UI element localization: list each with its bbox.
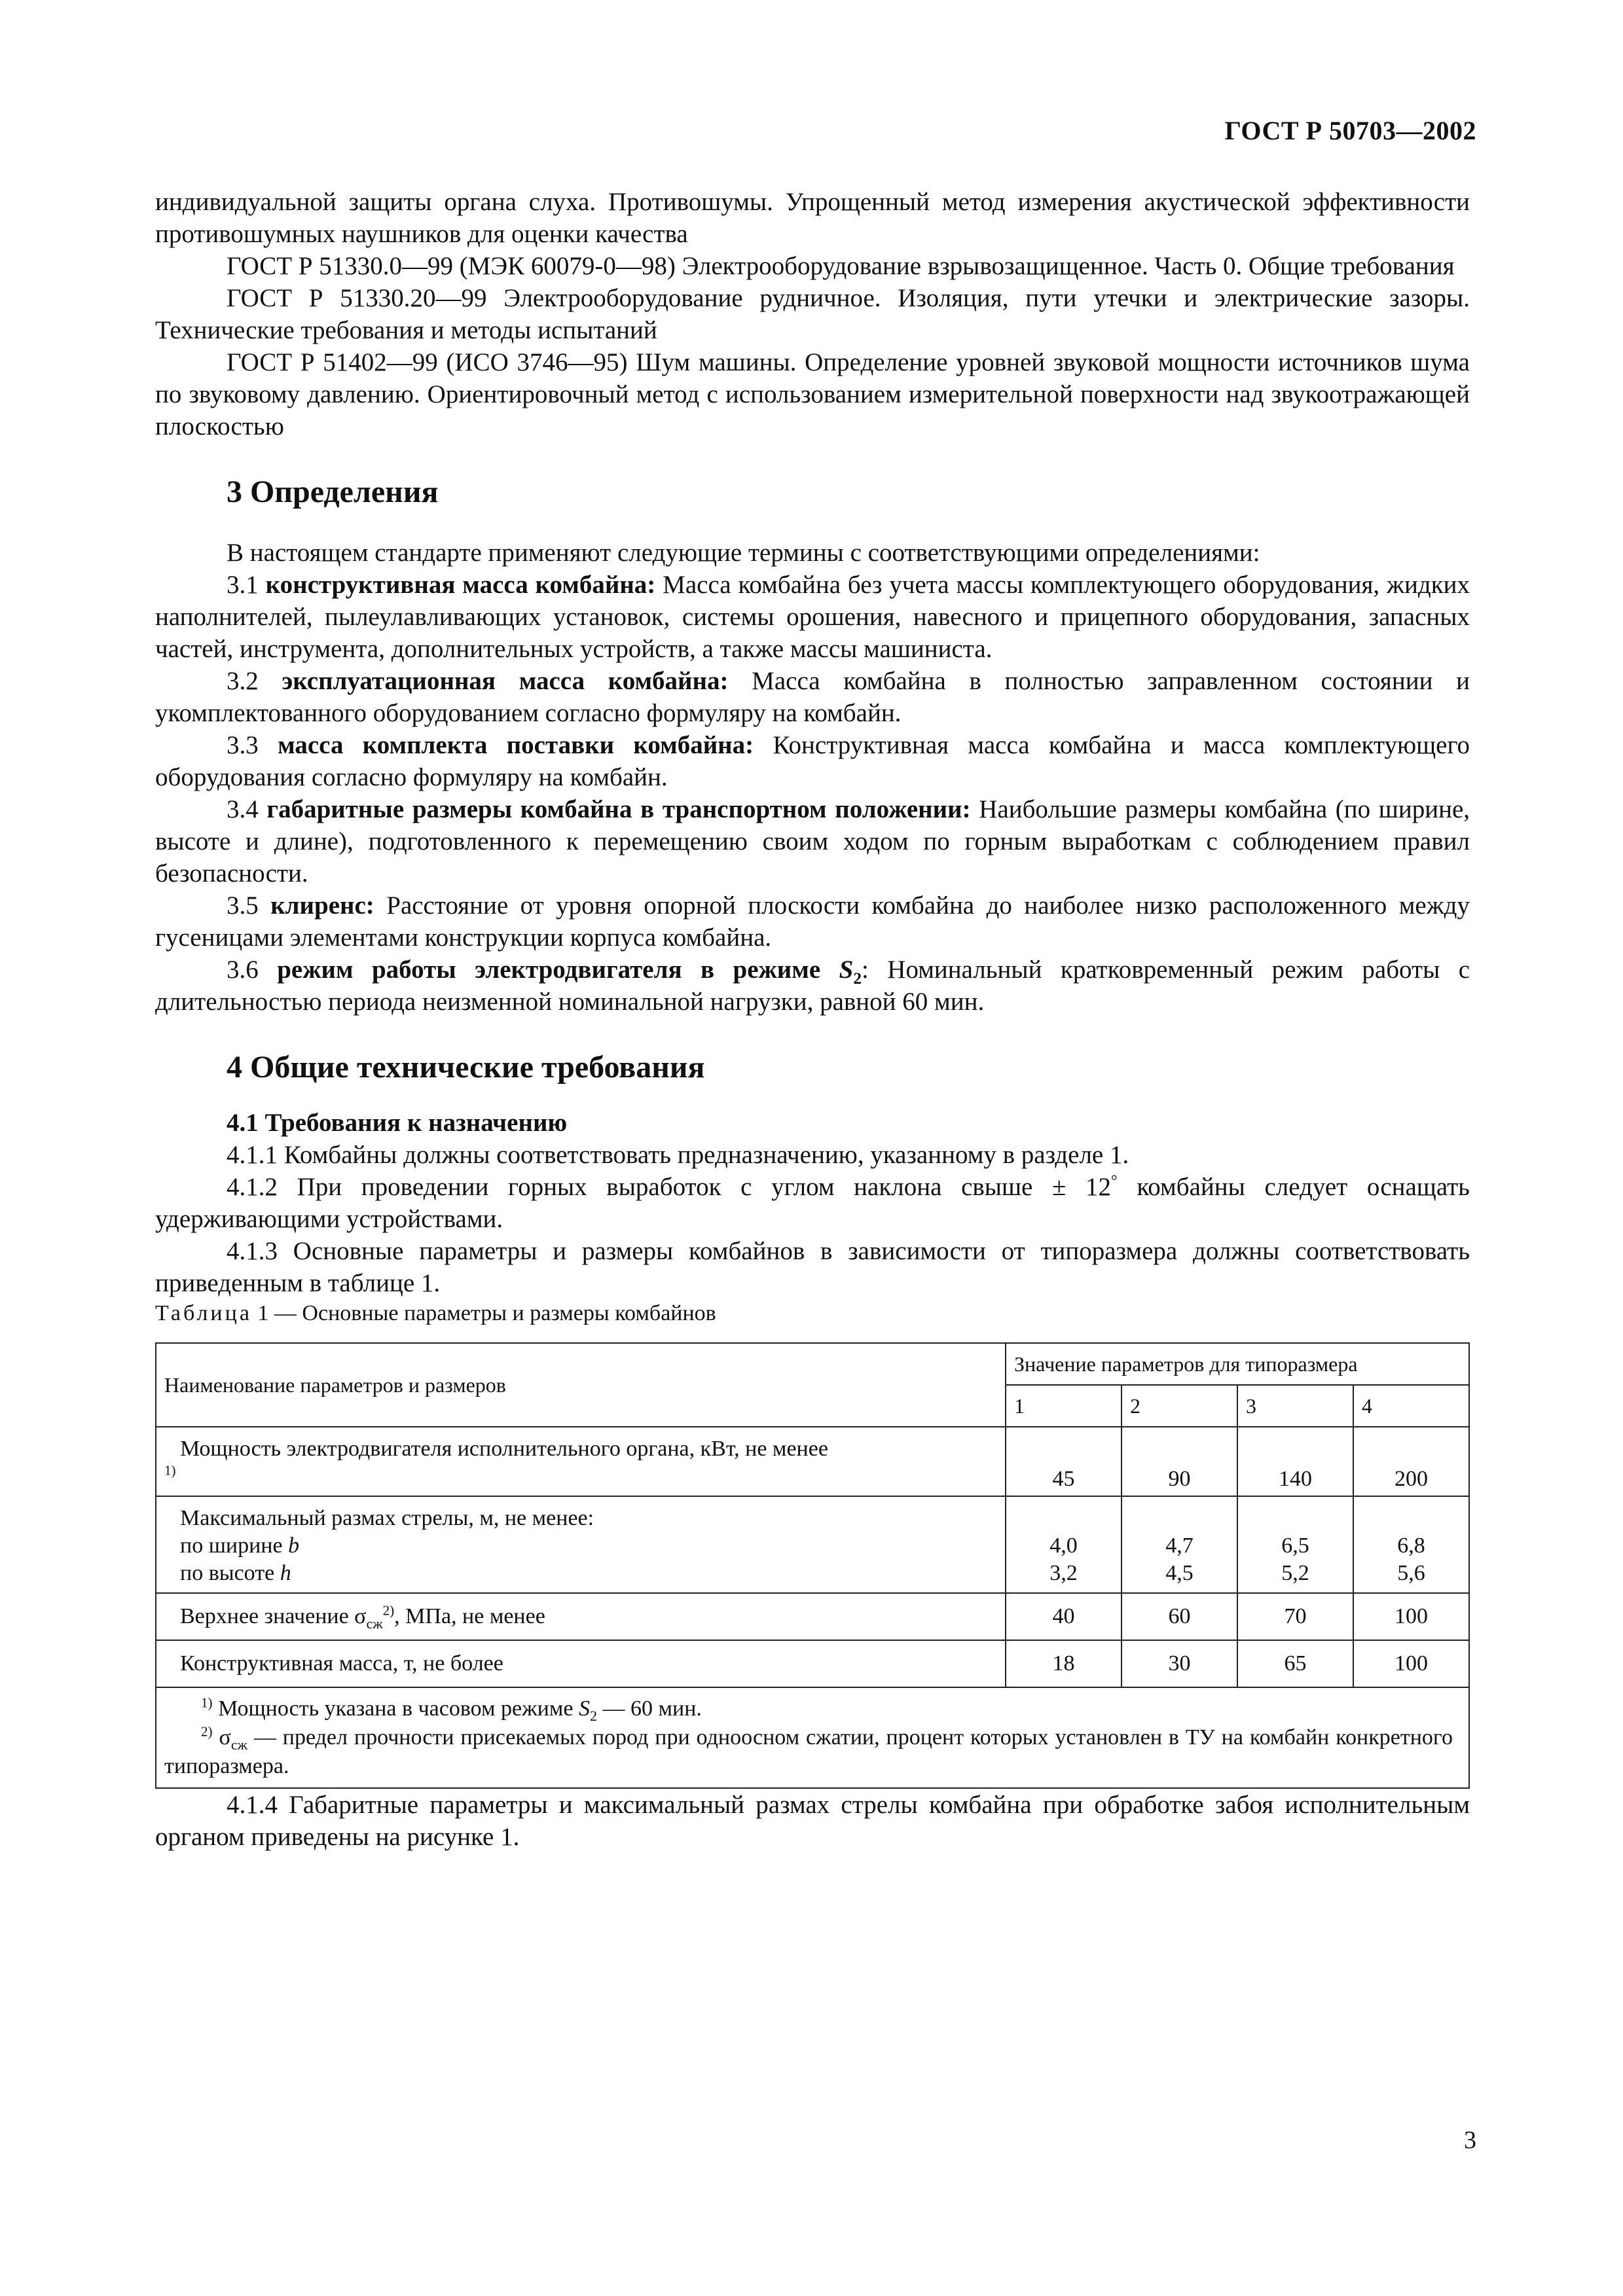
column-header-group: Значение параметров для типоразмера xyxy=(1006,1343,1469,1385)
column-header-size: 4 xyxy=(1353,1385,1469,1427)
section-3-heading: 3 Определения xyxy=(227,475,439,509)
column-header-size: 2 xyxy=(1122,1385,1237,1427)
table-cell: 100 xyxy=(1353,1640,1469,1687)
definition-number: 3.6 xyxy=(227,956,259,984)
row-label-strength: Верхнее значение $\sigma_{сж}^{2)}$, МПа, не менее xyxy=(156,1593,1006,1640)
subsection-4-1-heading: 4.1 Требования к назначению xyxy=(227,1109,568,1137)
definition-number: 3.2 xyxy=(227,667,259,695)
table-footnotes xyxy=(156,1687,1469,1788)
table-cell: 100 xyxy=(1353,1593,1469,1640)
section-4-heading: 4 Общие технические требования xyxy=(227,1050,705,1085)
reference-item: ГОСТ Р 51330.20—99 Электрооборудование рудничное. Изоляция, пути утечки и электрические зазоры. Технические требования и методы испытаний xyxy=(155,284,1470,344)
page-content xyxy=(155,186,1470,1853)
column-header-name: Наименование параметров и размеров xyxy=(156,1343,1006,1427)
table-footnotes-row xyxy=(156,1687,1469,1788)
definition-number: 3.5 xyxy=(227,891,259,920)
definition-text: Конструктивная масса комбайна и масса комплектующего оборудования согласно формуляру на комбайн. xyxy=(155,731,1470,791)
paragraph-4-1-2: 4.1.2 При проведении горных выработок с углом наклона свыше ± 12° комбайны следует оснащать удерживающими устройствами. xyxy=(155,1172,1470,1233)
paragraph-4-1-3: 4.1.3 Основные параметры и размеры комбайнов в зависимости от типоразмера должны соответствовать приведенным в таблице 1. xyxy=(155,1237,1470,1297)
paragraph-4-1-1: 4.1.1 Комбайны должны соответствовать предназначению, указанному в разделе 1. xyxy=(227,1141,1129,1169)
definition-3-3 xyxy=(155,729,1470,793)
definition-text: Расстояние от уровня опорной плоскости комбайна до наиболее низко расположенного между гусеницами элементами конструкции корпуса комбайна. xyxy=(155,891,1470,952)
definition-term: масса комплекта поставки комбайна: xyxy=(278,731,754,759)
definition-3-6: 3.6 режим работы электродвигателя в режиме $S_2$: Номинальный кратковременный режим работы с длительностью периода неизменной номинальной нагрузки, равной 60 мин. xyxy=(155,956,1470,1016)
table-cell: 70 xyxy=(1237,1593,1353,1640)
definition-number: 3.3 xyxy=(227,731,259,759)
definition-term: клиренс: xyxy=(270,891,374,920)
definition-text: Наибольшие размеры комбайна (по ширине, высоте и длине), подготовленного к перемещению своим ходом по горным выработкам с соблюдением правил безопасности. xyxy=(155,795,1470,888)
table-cell: 40 xyxy=(1006,1593,1122,1640)
definition-3-5 xyxy=(155,889,1470,954)
definition-text: Номинальный кратковременный режим работы с длительностью периода неизменной номинальной нагрузки, равной 60 мин. xyxy=(155,956,1470,1016)
table-cell: 4,0 3,2 xyxy=(1006,1496,1122,1593)
footnote-1: $^{1)}$ Мощность указана в часовом режиме $S_2$ — 60 мин. xyxy=(201,1695,702,1724)
definition-term: габаритные размеры комбайна в транспортном положении: xyxy=(266,795,971,823)
table-row xyxy=(156,1640,1469,1687)
table-caption: Таблица 1 — Основные параметры и размеры комбайнов xyxy=(155,1301,716,1325)
definition-number: 3.1 xyxy=(227,571,259,599)
column-header-size: 1 xyxy=(1006,1385,1122,1427)
document-header: ГОСТ Р 50703—2002 xyxy=(1224,116,1476,145)
definition-number: 3.4 xyxy=(227,795,259,823)
table-row xyxy=(156,1496,1469,1593)
table-cell: 200 xyxy=(1353,1427,1469,1496)
table-row xyxy=(156,1427,1469,1496)
definition-text: Масса комбайна в полностью заправленном состоянии и укомплектованного оборудованием согласно формуляру на комбайн. xyxy=(155,667,1470,727)
column-header-size: 3 xyxy=(1237,1385,1353,1427)
table-header-row xyxy=(156,1343,1469,1385)
definition-term: конструктивная масса комбайна: xyxy=(265,571,656,599)
page-number: 3 xyxy=(1464,2126,1476,2154)
row-label-boom: Максимальный размах стрелы, м, не менее: по ширине b по высоте h xyxy=(156,1496,1006,1593)
footnote-2: $^{2)}$ $\sigma_{сж}$ — предел прочности присекаемых пород при одноосном сжатии, процент которых установлен в ТУ на комбайн конкретного типоразмера. xyxy=(164,1723,1453,1778)
row-label-mass: Конструктивная масса, т, не более xyxy=(156,1640,1006,1687)
table-cell: 60 xyxy=(1122,1593,1237,1640)
table-cell: 65 xyxy=(1237,1640,1353,1687)
definitions-intro: В настоящем стандарте применяют следующие термины с соответствующими определениями: xyxy=(227,539,1260,567)
definition-term: эксплуатационная масса комбайна: xyxy=(282,667,729,695)
table-cell: 30 xyxy=(1122,1640,1237,1687)
definition-term: режим работы электродвигателя в режиме $S_2$ xyxy=(277,956,862,988)
parameters-table xyxy=(155,1342,1470,1789)
table-cell: 45 xyxy=(1006,1427,1122,1496)
paragraph-4-1-4: 4.1.4 Габаритные параметры и максимальный размах стрелы комбайна при обработке забоя исполнительным органом приведены на рисунке 1. xyxy=(155,1791,1470,1851)
definition-text: Масса комбайна без учета массы комплектующего оборудования, жидких наполнителей, пылеулавливающих установок, системы орошения, навесного и прицепного оборудования, запасных частей, инструмента, дополнительных устройств, а также массы машиниста. xyxy=(155,571,1470,663)
reference-item: ГОСТ Р 51402—99 (ИСО 3746—95) Шум машины. Определение уровней звуковой мощности источников шума по звуковому давлению. Ориентировочный метод с использованием измерительной поверхности над звукоотражающей плоскостью xyxy=(155,348,1470,440)
reference-item: ГОСТ Р 51330.0—99 (МЭК 60079-0—98) Электрооборудование взрывозащищенное. Часть 0. Общие требования xyxy=(227,252,1455,280)
definition-3-2 xyxy=(155,665,1470,729)
row-label-power: Мощность электродвигателя исполнительного органа, кВт, не менее $^{1)}$ xyxy=(156,1427,1006,1496)
reference-continuation: индивидуальной защиты органа слуха. Противошумы. Упрощенный метод измерения акустической эффективности противошумных наушников для оценки качества xyxy=(155,188,1470,248)
table-cell: 90 xyxy=(1122,1427,1237,1496)
definition-3-4 xyxy=(155,793,1470,889)
table-cell: 6,8 5,6 xyxy=(1353,1496,1469,1593)
definition-3-1 xyxy=(155,569,1470,665)
table-cell: 4,7 4,5 xyxy=(1122,1496,1237,1593)
table-cell: 18 xyxy=(1006,1640,1122,1687)
table-cell: 6,5 5,2 xyxy=(1237,1496,1353,1593)
table-cell: 140 xyxy=(1237,1427,1353,1496)
table-row xyxy=(156,1593,1469,1640)
